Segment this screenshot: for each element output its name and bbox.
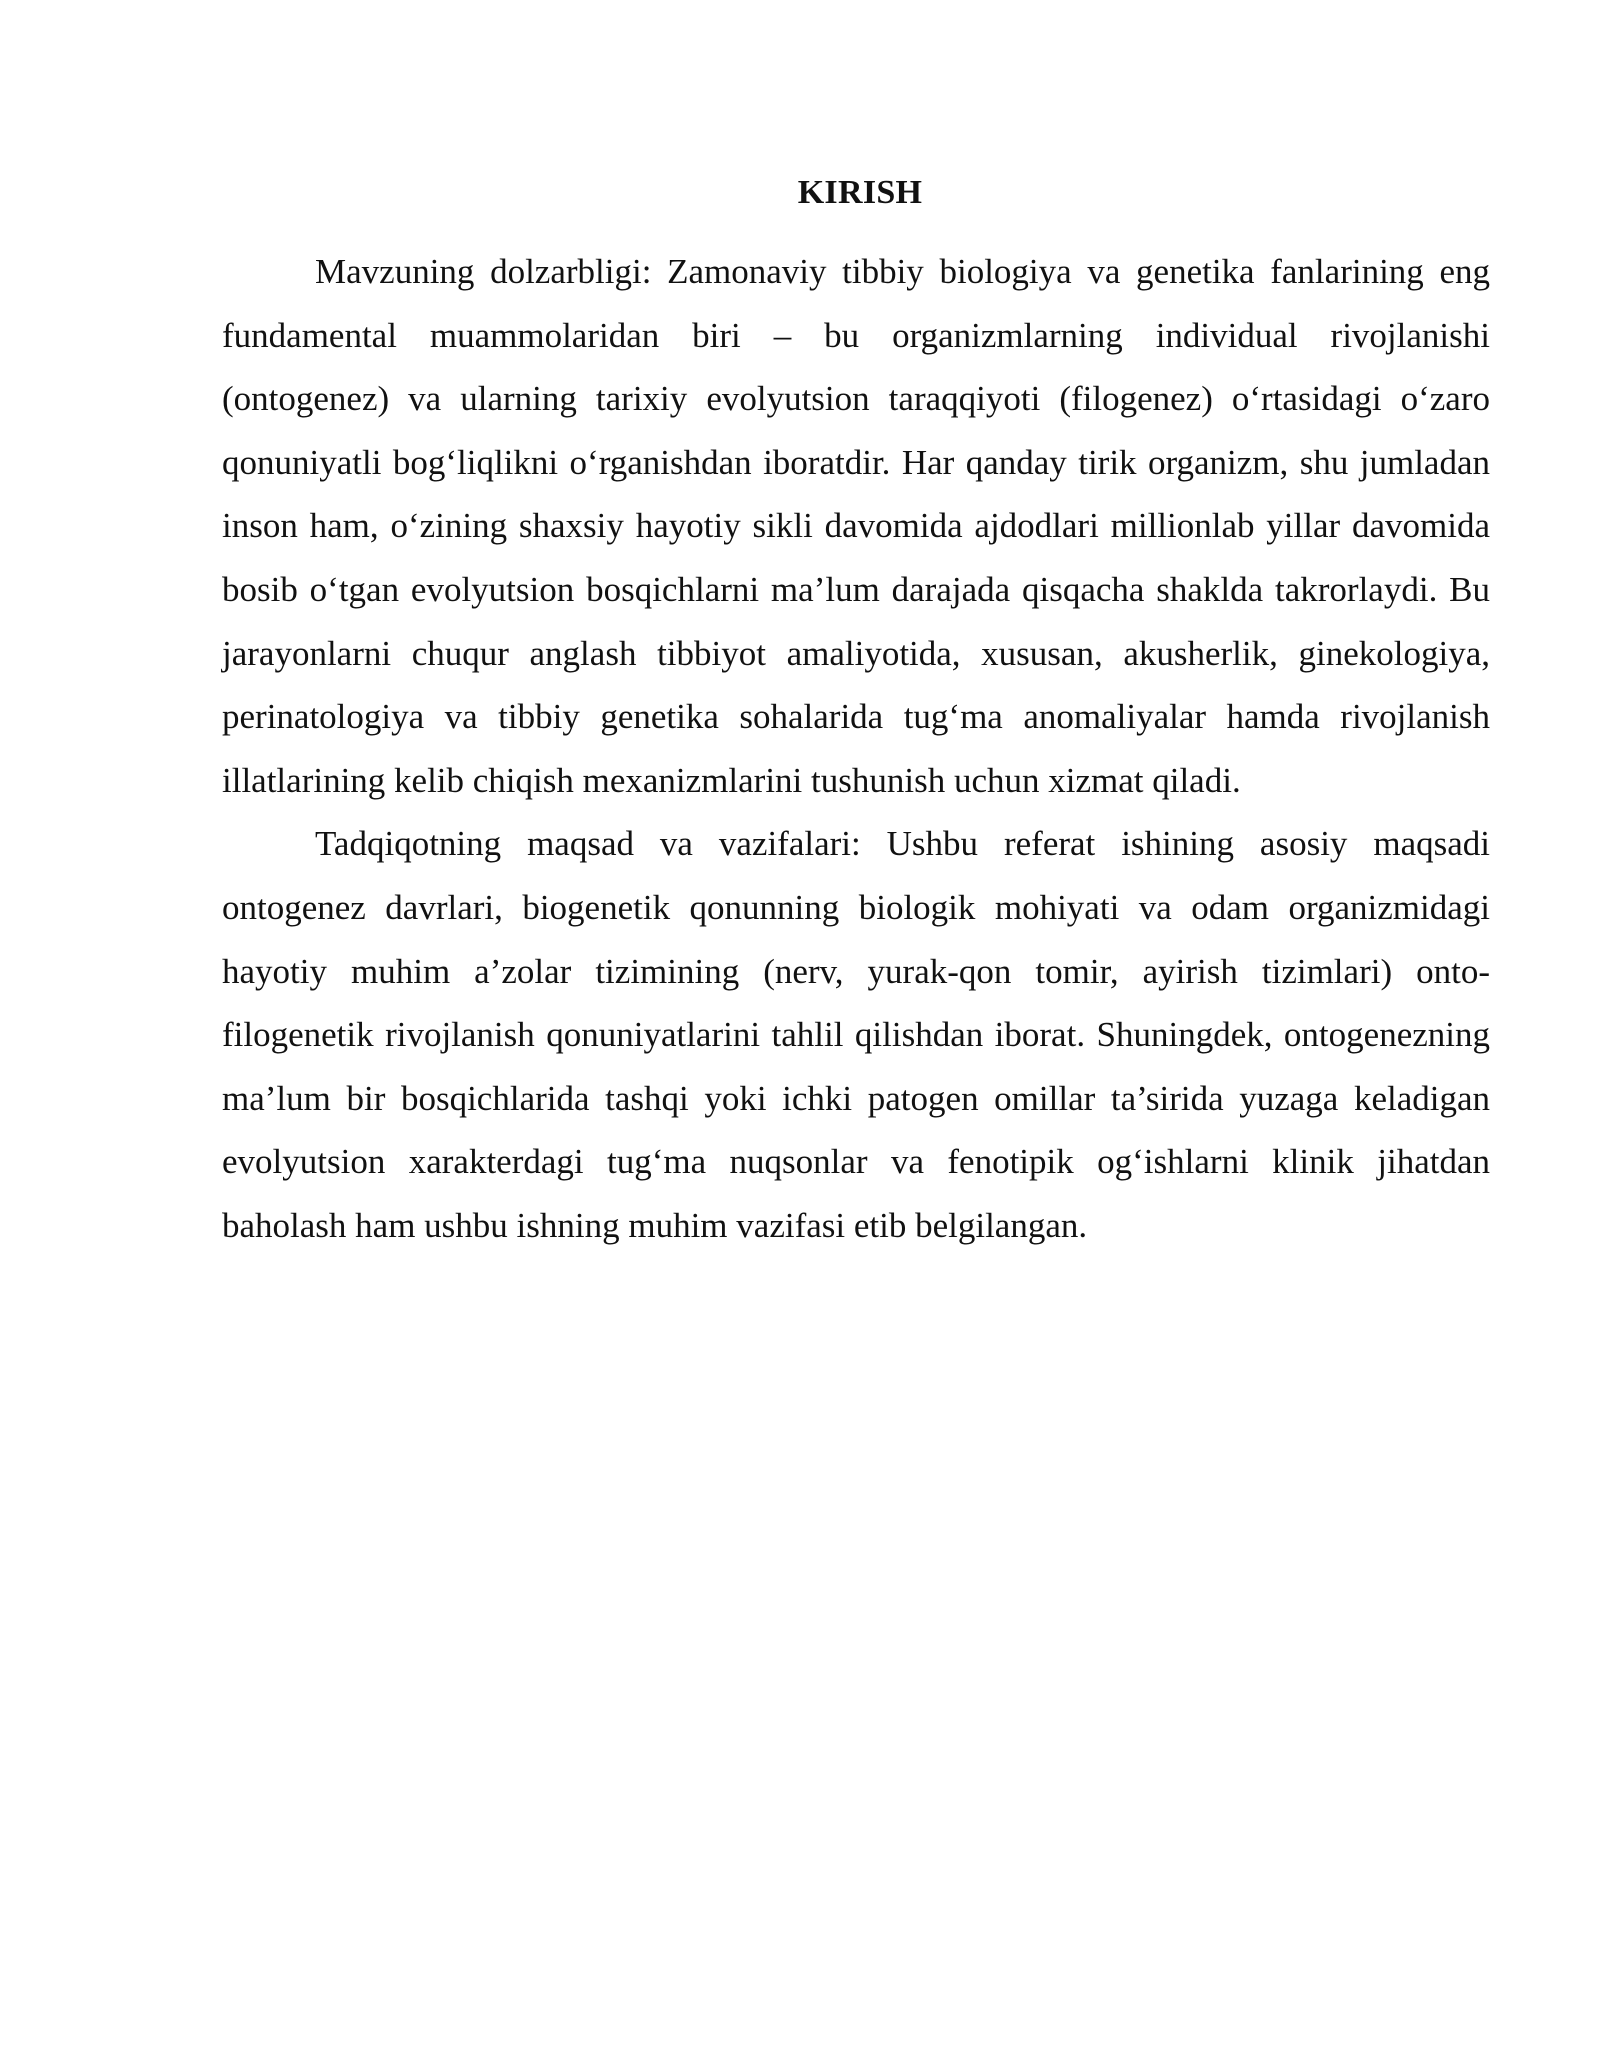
section-heading: KIRISH <box>797 173 923 211</box>
paragraph-relevance: Mavzuning dolzarbligi: Zamonaviy tibbiy biologiya va genetika fanlarining eng fundamental muammolaridan biri – bu organizmlarning individual rivojlanishi (ontogenez) va ularning tarixiy evolyutsion taraqqiyoti (filogenez) oʻrtasidagi oʻzaro qonuniyatli bogʻliqlikni oʻrganishdan iboratdir. Har qanday tirik organizm, shu jumladan inson ham, oʻzining shaxsiy hayotiy sikli davomida ajdodlari millionlab yillar davomida bosib oʻtgan evolyutsion bosqichlarni ma’lum darajada qisqacha shaklda takrorlaydi. Bu jarayonlarni chuqur anglash tibbiyot amaliyotida, xususan, akusherlik, ginekologiya, perinatologiya va tibbiy genetika sohalarida tugʻma anomaliyalar hamda rivojlanish illatlarining kelib chiqish mexanizmlarini tushunish uchun xizmat qiladi. <box>222 252 1490 800</box>
body-text <box>222 240 1490 1258</box>
paragraph-goals: Tadqiqotning maqsad va vazifalari: Ushbu referat ishining asosiy maqsadi ontogenez davrlari, biogenetik qonunning biologik mohiyati va odam organizmidagi hayotiy muhim a’zolar tizimining (nerv, yurak-qon tomir, ayirish tizimlari) onto-filogenetik rivojlanish qonuniyatlarini tahlil qilishdan iborat. Shuningdek, ontogenezning ma’lum bir bosqichlarida tashqi yoki ichki patogen omillar ta’sirida yuzaga keladigan evolyutsion xarakterdagi tugʻma nuqsonlar va fenotipik ogʻishlarni klinik jihatdan baholash ham ushbu ishning muhim vazifasi etib belgilangan. <box>222 824 1490 1245</box>
